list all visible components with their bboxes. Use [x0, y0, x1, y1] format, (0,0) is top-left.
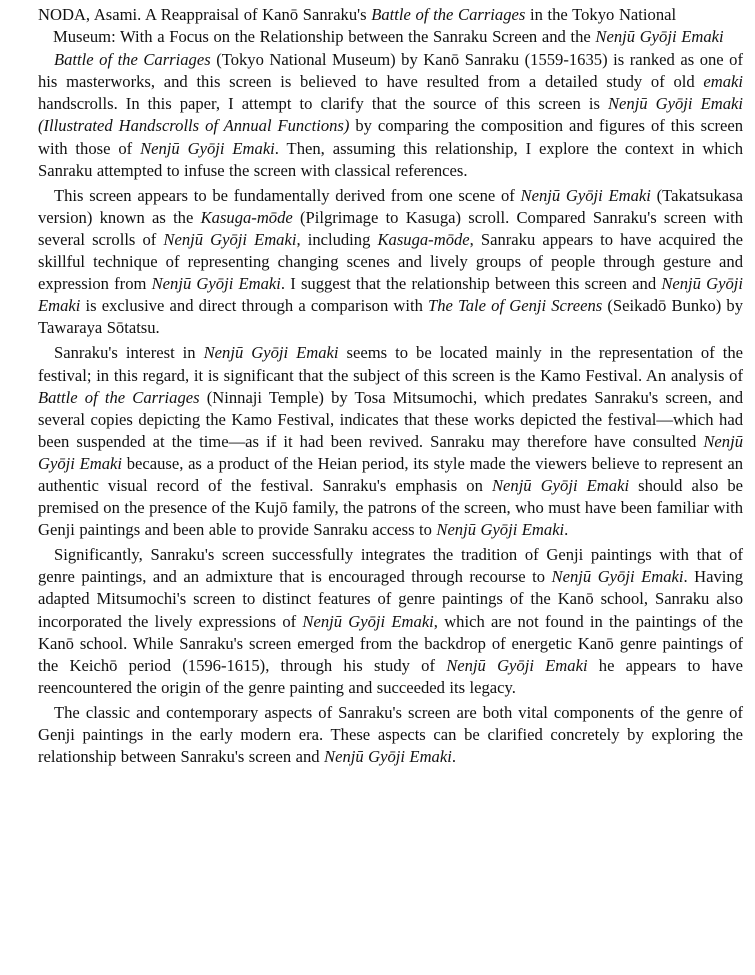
- italic-title-run: Battle of the Carriages: [38, 387, 200, 407]
- italic-title-run: Nenjū Gyōji Emaki: [446, 655, 588, 675]
- text-run: he appears to have reencountered the origin of the genre painting and succeeded its legacy.: [38, 655, 744, 697]
- text-run: , Sanraku appears to have acquired the skillful technique of representing changing scenes and lively groups of people through gesture and expression from: [38, 229, 743, 294]
- text-run: This screen appears to be fundamentally derived from one scene of: [54, 185, 521, 205]
- text-run: .: [564, 520, 569, 540]
- text-run: Significantly, Sanraku's screen successfully integrates the tradition of Genji paintings with that of genre paintings, and an admixture that is encouraged through recourse to: [38, 545, 743, 587]
- text-run: (Seikadō Bunko) by Tawaraya Sōtatsu.: [38, 296, 743, 338]
- italic-title-run: Nenjū Gyōji Emaki: [436, 520, 565, 540]
- text-run: , including: [296, 229, 378, 249]
- abstract-paragraph-3: [38, 342, 743, 541]
- italic-title-run: Nenjū Gyōji Emaki (Illustrated Handscrolls of Annual Functions): [38, 94, 743, 136]
- italic-title-run: Nenjū Gyōji Emaki: [491, 475, 630, 495]
- abstract-body: [38, 49, 743, 768]
- italic-title-run: Nenjū Gyōji Emaki: [520, 185, 651, 205]
- abstract-heading: [38, 4, 743, 48]
- text-run: , which are not found in the paintings of the Kanō school. While Sanraku's screen emerged from the backdrop of energetic Kanō genre paintings of the Keichō period (1596-1615), through his study of: [38, 611, 744, 675]
- text-run: NODA, Asami. A Reappraisal of Kanō Sanraku's: [38, 5, 372, 24]
- italic-title-run: Nenjū Gyōji Emaki: [38, 431, 743, 473]
- italic-title-run: Kasuga-mōde: [377, 229, 470, 249]
- text-run: seems to be located mainly in the representation of the festival; in this regard, it is significant that the subject of this screen is the Kamo Festival. An analysis of: [38, 343, 743, 385]
- italic-title-run: Nenjū Gyōji Emaki: [163, 229, 297, 249]
- italic-title-run: Nenjū Gyōji Emaki: [38, 274, 744, 316]
- text-run: should also be premised on the presence of the Kujō family, the patrons of the screen, who must have been familiar with Genji paintings and been able to provide Sanraku access to: [38, 475, 744, 540]
- text-run: (Takatsukasa version) known as the: [38, 185, 743, 227]
- text-run: is exclusive and direct through a comparison with: [80, 296, 429, 316]
- italic-title-run: The Tale of Genji Screens: [428, 296, 603, 316]
- text-run: (Pilgrimage to Kasuga) scroll. Compared Sanraku's screen with several scrolls of: [38, 207, 743, 249]
- abstract-paragraph-2: [38, 185, 743, 340]
- text-run: . I suggest that the relationship between this screen and: [280, 274, 662, 294]
- text-run: .: [451, 747, 456, 767]
- italic-title-run: Nenjū Gyōji Emaki: [595, 27, 724, 47]
- abstract-paragraph-4: [38, 544, 743, 699]
- italic-title-run: Kasuga-mōde: [200, 207, 293, 227]
- italic-title-run: Nenjū Gyōji Emaki: [203, 343, 339, 363]
- abstract-paragraph-5: [38, 702, 743, 768]
- text-run: because, as a product of the Heian period, its style made the viewers believe to represent an authentic visual record of the festival. Sanraku's emphasis on: [38, 453, 743, 495]
- italic-title-run: Nenjū Gyōji Emaki: [324, 747, 452, 767]
- text-run: by comparing the composition and figures of this screen with those of: [38, 116, 744, 158]
- text-run: . Then, assuming this relationship, I explore the context in which Sanraku attempted to infuse the screen with classical references.: [38, 138, 743, 180]
- text-run: (Tokyo National Museum) by Kanō Sanraku (1559-1635) is ranked as one of his masterworks, and this screen is believed to have resulted from a detailed study of old: [38, 50, 743, 92]
- text-run: . Having adapted Mitsumochi's screen to distinct features of genre paintings of the Kanō school, Sanraku also incorporated the lively expressions of: [38, 567, 743, 631]
- text-run: Sanraku's interest in: [54, 343, 204, 363]
- text-run: The classic and contemporary aspects of Sanraku's screen are both vital components of the genre of Genji paintings in the early modern era. These aspects can be clarified concretely by exploring the relationship between Sanraku's screen and: [38, 702, 743, 767]
- italic-title-run: Battle of the Carriages: [371, 5, 526, 24]
- abstract-paragraph-1: [38, 49, 743, 182]
- italic-title-run: emaki: [703, 72, 743, 92]
- italic-title-run: Battle of the Carriages: [54, 50, 211, 70]
- text-run: handscrolls. In this paper, I attempt to clarify that the source of this screen is: [38, 94, 608, 114]
- text-run: (Ninnaji Temple) by Tosa Mitsumochi, which predates Sanraku's screen, and several copies depicting the Kamo Festival, indicates that these works depicted the festival—which had been suspended at the time—as if it had been revived. Sanraku may therefore have consulted: [38, 387, 744, 451]
- italic-title-run: Nenjū Gyōji Emaki: [140, 138, 275, 158]
- italic-title-run: Nenjū Gyōji Emaki: [551, 567, 684, 587]
- italic-title-run: Nenjū Gyōji Emaki: [302, 611, 434, 631]
- text-run: in the Tokyo National Museum: With a Focus on the Relationship between the Sanraku Screen and the: [53, 5, 677, 47]
- italic-title-run: Nenjū Gyōji Emaki: [151, 274, 281, 294]
